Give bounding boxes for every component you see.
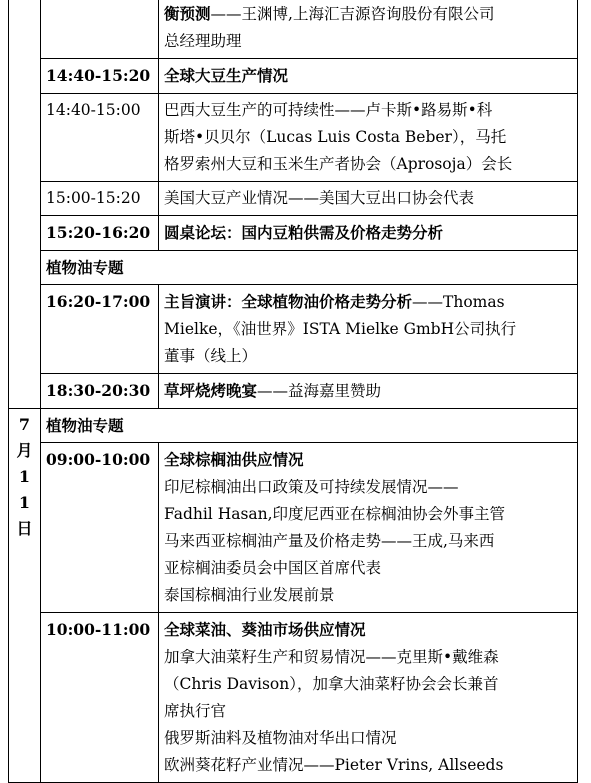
agenda-row <box>9 59 578 94</box>
content-line <box>164 62 572 90</box>
content-line <box>164 474 572 501</box>
content-line <box>164 752 572 779</box>
content-heading: 主旨演讲：全球植物油价格走势分析 <box>164 292 413 311</box>
content-line <box>164 528 572 555</box>
content-text: ——Thomas <box>412 293 505 311</box>
agenda-row <box>9 182 578 216</box>
content-heading: 圆桌论坛：国内豆粕供需及价格走势分析 <box>164 223 444 242</box>
content-text: ——王渊博,上海汇吉源咨询股份有限公司 <box>210 5 495 23</box>
content-line <box>164 124 572 151</box>
content-line <box>164 582 572 609</box>
content-line <box>164 377 572 405</box>
time-cell: 14:40-15:20 <box>41 59 159 94</box>
content-line <box>164 698 572 725</box>
content-text: 泰国棕榈油行业发展前景 <box>164 586 335 604</box>
content-line <box>164 555 572 582</box>
time-cell: 10:00-11:00 <box>41 613 159 783</box>
section-row <box>9 409 578 443</box>
agenda-row <box>9 613 578 783</box>
content-line <box>164 725 572 752</box>
content-line <box>164 343 572 370</box>
content-text: 亚棕榈油委员会中国区首席代表 <box>164 559 382 577</box>
content-text: Fadhil Hasan,印度尼西亚在棕榈油协会外事主管 <box>164 505 506 523</box>
time-cell: 14:40-15:00 <box>41 94 159 182</box>
content-text: 欧洲葵花籽产业情况——Pieter Vrins, Allseeds <box>164 756 504 774</box>
time-cell: 15:20-16:20 <box>41 216 159 251</box>
content-text: Mielke，《油世界》ISTA Mielke GmbH公司执行 <box>164 320 517 338</box>
content-cell <box>159 374 578 409</box>
content-line <box>164 671 572 698</box>
agenda-row <box>9 216 578 251</box>
date-char: 11 <box>18 467 31 512</box>
content-line <box>164 501 572 528</box>
date-cell <box>9 409 41 783</box>
time-cell <box>41 0 159 59</box>
content-line <box>164 644 572 671</box>
content-heading: 全球棕榈油供应情况 <box>164 450 304 469</box>
content-line <box>164 185 572 212</box>
time-cell: 18:30-20:30 <box>41 374 159 409</box>
content-text: 董事（线上） <box>164 347 258 365</box>
content-text: 总经理助理 <box>164 32 242 50</box>
content-line <box>164 0 572 28</box>
content-line <box>164 151 572 178</box>
content-line <box>164 97 572 124</box>
agenda-table <box>8 0 578 783</box>
content-text: 席执行官 <box>164 702 227 720</box>
time-cell: 09:00-10:00 <box>41 443 159 613</box>
agenda-row <box>9 443 578 613</box>
content-line <box>164 219 572 247</box>
content-heading: 全球大豆生产情况 <box>164 66 289 85</box>
content-text: 俄罗斯油料及植物油对华出口情况 <box>164 729 397 747</box>
content-line <box>164 616 572 644</box>
agenda-body <box>9 0 578 783</box>
content-cell <box>159 59 578 94</box>
content-heading: 全球菜油、葵油市场供应情况 <box>164 620 366 639</box>
content-cell <box>159 443 578 613</box>
content-cell <box>159 182 578 216</box>
agenda-row <box>9 94 578 182</box>
content-text: 加拿大油菜籽生产和贸易情况——克里斯•戴维森 <box>164 648 499 666</box>
content-line <box>164 288 572 316</box>
content-line <box>164 316 572 343</box>
section-title: 植物油专题 <box>41 409 578 443</box>
content-cell <box>159 0 578 59</box>
content-heading: 衡预测 <box>164 4 211 23</box>
time-cell: 16:20-17:00 <box>41 285 159 374</box>
agenda-row <box>9 285 578 374</box>
content-text: 美国大豆产业情况——美国大豆出口协会代表 <box>164 189 475 207</box>
date-char: 日 <box>16 519 33 538</box>
date-char: 7 <box>18 415 31 434</box>
content-text: 斯塔•贝贝尔（Lucas Luis Costa Beber），马托 <box>164 128 507 146</box>
content-cell <box>159 613 578 783</box>
date-label <box>14 412 35 542</box>
content-line <box>164 28 572 55</box>
content-text: 巴西大豆生产的可持续性——卢卡斯•路易斯•科 <box>164 101 493 119</box>
content-text: 马来西亚棕榈油产量及价格走势——王成,马来西 <box>164 532 495 550</box>
date-char: 月 <box>16 441 33 460</box>
content-text: ——益海嘉里赞助 <box>257 382 382 400</box>
content-text: 格罗索州大豆和玉米生产者协会（Aprosoja）会长 <box>164 155 513 173</box>
content-heading: 草坪烧烤晚宴 <box>164 381 258 400</box>
content-cell <box>159 285 578 374</box>
agenda-row <box>9 374 578 409</box>
date-cell-previous <box>9 0 41 409</box>
agenda-row <box>9 0 578 59</box>
section-title: 植物油专题 <box>41 251 578 285</box>
time-cell: 15:00-15:20 <box>41 182 159 216</box>
content-cell <box>159 216 578 251</box>
content-cell <box>159 94 578 182</box>
section-row <box>9 251 578 285</box>
content-line <box>164 446 572 474</box>
content-text: （Chris Davison），加拿大油菜籽协会会长兼首 <box>164 675 499 693</box>
content-text: 印尼棕榈油出口政策及可持续发展情况—— <box>164 478 459 496</box>
